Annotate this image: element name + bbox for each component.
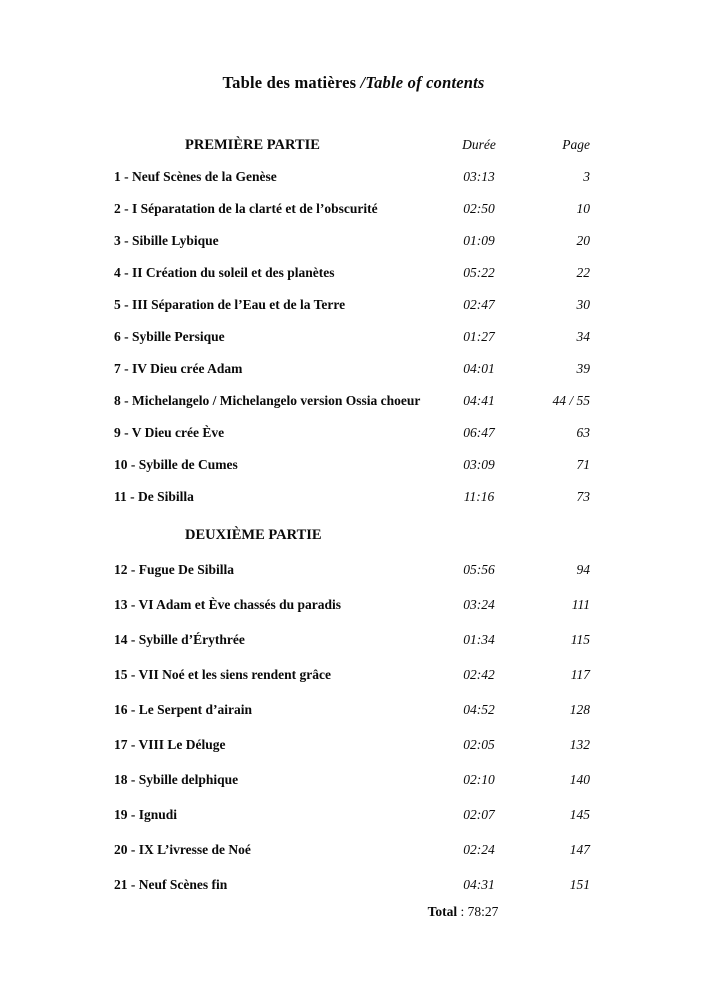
entry-title: 12 - Fugue De Sibilla	[114, 562, 235, 577]
page-title-english: /Table of contents	[360, 73, 485, 92]
entry-title: 14 - Sybille d’Érythrée	[114, 632, 245, 647]
entry-duration: 02:07	[463, 807, 495, 822]
entry-title: 18 - Sybille delphique	[114, 772, 239, 787]
entry-title: 16 - Le Serpent d’airain	[114, 702, 252, 717]
section-heading: DEUXIÈME PARTIE	[185, 527, 322, 543]
section-heading: PREMIÈRE PARTIE	[185, 137, 320, 153]
toc-entry	[0, 488, 707, 506]
entry-title: 17 - VIII Le Déluge	[114, 737, 226, 752]
entry-title: 11 - De Sibilla	[114, 489, 194, 504]
entry-duration: 05:22	[463, 265, 495, 280]
toc-entry	[0, 736, 707, 754]
entry-duration: 02:47	[463, 297, 495, 312]
entry-title: 20 - IX L’ivresse de Noé	[114, 842, 251, 857]
entry-duration: 01:27	[463, 329, 495, 344]
duration-column-header: Durée	[462, 137, 496, 152]
toc-entry	[0, 666, 707, 684]
entry-duration: 02:05	[463, 737, 495, 752]
toc-entry	[0, 392, 707, 410]
toc-entry	[0, 596, 707, 614]
page-column-header: Page	[562, 137, 590, 152]
entry-page: 73	[576, 489, 590, 504]
toc-entry	[0, 701, 707, 719]
entry-title: 15 - VII Noé et les siens rendent grâce	[114, 667, 331, 682]
page-title-french: Table des matières	[222, 73, 361, 92]
entry-page: 151	[569, 877, 590, 892]
toc-entry	[0, 876, 707, 894]
entry-title: 6 - Sybille Persique	[114, 329, 225, 344]
entry-page: 145	[569, 807, 590, 822]
total-duration	[418, 903, 508, 921]
total-value: 78:27	[467, 904, 499, 919]
entry-duration: 04:52	[463, 702, 495, 717]
entry-page: 39	[576, 361, 590, 376]
entry-title: 19 - Ignudi	[114, 807, 178, 822]
entry-title: 3 - Sibille Lybique	[114, 233, 219, 248]
entry-title: 10 - Sybille de Cumes	[114, 457, 238, 472]
entry-page: 111	[571, 597, 590, 612]
toc-entry	[0, 841, 707, 859]
entry-page: 94	[576, 562, 590, 577]
page-title	[0, 0, 707, 93]
entry-duration: 06:47	[463, 425, 495, 440]
entry-title: 13 - VI Adam et Ève chassés du paradis	[114, 597, 342, 612]
entry-page: 10	[576, 201, 590, 216]
entry-title: 5 - III Séparation de l’Eau et de la Terre	[114, 297, 346, 312]
entry-duration: 04:01	[463, 361, 495, 376]
toc-entry	[0, 200, 707, 218]
entry-page: 22	[576, 265, 590, 280]
toc-entry	[0, 424, 707, 442]
entry-duration: 01:09	[463, 233, 495, 248]
entry-title: 21 - Neuf Scènes fin	[114, 877, 228, 892]
section-entries	[0, 561, 707, 894]
entry-page: 140	[569, 772, 590, 787]
toc	[0, 136, 707, 894]
entry-duration: 04:31	[463, 877, 495, 892]
total-separator: :	[457, 904, 468, 919]
toc-entry	[0, 360, 707, 378]
entry-page: 44 / 55	[552, 393, 590, 408]
entry-page: 71	[576, 457, 590, 472]
entry-title: 2 - I Séparatation de la clarté et de l’obscurité	[114, 201, 378, 216]
toc-entry	[0, 328, 707, 346]
toc-entry	[0, 296, 707, 314]
toc-entry	[0, 771, 707, 789]
entry-duration: 05:56	[463, 562, 495, 577]
toc-entry	[0, 456, 707, 474]
entry-page: 128	[569, 702, 590, 717]
entry-title: 9 - V Dieu crée Ève	[114, 425, 225, 440]
entry-page: 3	[583, 169, 590, 184]
entry-title: 4 - II Création du soleil et des planètes	[114, 265, 335, 280]
section-heading-row	[0, 526, 707, 544]
toc-entry	[0, 264, 707, 282]
toc-entry	[0, 232, 707, 250]
entry-page: 20	[576, 233, 590, 248]
section-entries	[0, 168, 707, 506]
entry-title: 1 - Neuf Scènes de la Genèse	[114, 169, 277, 184]
entry-duration: 02:50	[463, 201, 495, 216]
toc-entry	[0, 561, 707, 579]
entry-duration: 04:41	[463, 393, 495, 408]
entry-duration: 02:42	[463, 667, 495, 682]
entry-page: 147	[569, 842, 590, 857]
entry-duration: 02:10	[463, 772, 495, 787]
entry-duration: 01:34	[463, 632, 495, 647]
entry-duration: 03:09	[463, 457, 495, 472]
entry-duration: 02:24	[463, 842, 495, 857]
total-row	[0, 903, 707, 921]
entry-page: 117	[570, 667, 590, 682]
entry-title: 7 - IV Dieu crée Adam	[114, 361, 243, 376]
entry-page: 132	[569, 737, 590, 752]
total-label: Total	[427, 904, 458, 919]
entry-duration: 03:13	[463, 169, 495, 184]
toc-entry	[0, 168, 707, 186]
entry-title: 8 - Michelangelo / Michelangelo version Ossia choeur	[114, 393, 421, 408]
section-heading-row	[0, 136, 707, 154]
entry-page: 30	[576, 297, 590, 312]
entry-page: 63	[576, 425, 590, 440]
toc-entry	[0, 806, 707, 824]
entry-duration: 11:16	[463, 489, 495, 504]
entry-page: 34	[576, 329, 590, 344]
entry-duration: 03:24	[463, 597, 495, 612]
toc-entry	[0, 631, 707, 649]
entry-page: 115	[570, 632, 590, 647]
